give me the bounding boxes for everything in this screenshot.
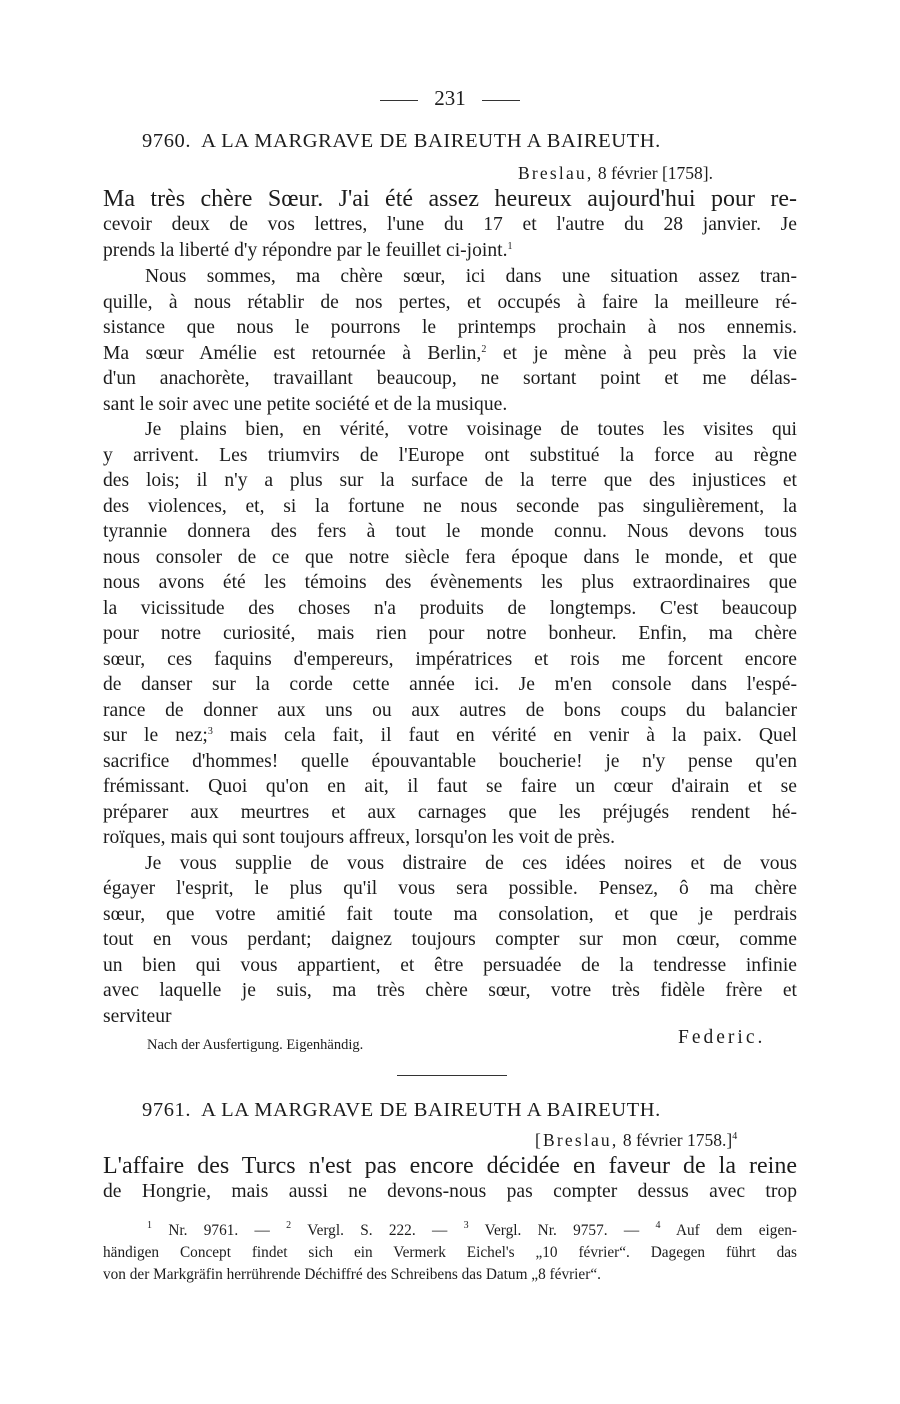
text-line: prends la liberté d'y répondre par le feuillet ci-joint.$^1$ — [103, 240, 513, 261]
letter-addressee: A LA MARGRAVE DE BAIREUTH A BAIREUTH. — [201, 1099, 661, 1121]
letter-date: 8 février [1758]. — [597, 163, 713, 183]
letter-place: [Breslau, — [535, 1130, 619, 1150]
text-line: quille, à nous rétablir de nos pertes, et occupés à faire la meilleure ré- — [103, 292, 797, 313]
footnote-mark: 4 — [732, 1131, 738, 1142]
letter-dateline-9761 — [535, 1130, 737, 1151]
footnote-mark: 1 — [507, 241, 513, 252]
text-line: cevoir deux de vos lettres, l'une du 17 et l'autre du 28 janvier. Je — [103, 214, 797, 235]
text-line: nous avons été les témoins des évènements les plus extraordinaires que — [103, 572, 797, 593]
text-line: serviteur — [103, 1006, 172, 1027]
text-line: nous consoler de ce que notre siècle fera époque dans le monde, et que — [103, 547, 797, 568]
text-line: Ma sœur Amélie est retournée à Berlin,$^2$ et je mène à peu près la vie — [103, 343, 797, 364]
letter-heading-9761 — [142, 1099, 661, 1122]
footnote-line: $^1$ Nr. 9761. — $^2$ Vergl. S. 222. — $^3$ Vergl. Nr. 9757. — $^4$ Auf dem eigen- — [147, 1220, 797, 1239]
text-line: sacrifice d'hommes! quelle épouvantable boucherie! je n'y pense qu'en — [103, 751, 797, 772]
text-line: préparer aux meurtres et aux carnages que les préjugés rendent hé- — [103, 802, 797, 823]
footnote-mark: 3 — [207, 726, 213, 737]
text-line: rance de donner aux uns ou aux autres de bons coups du balancier — [103, 700, 797, 721]
text-line: sœur, que votre amitié fait toute ma consolation, et que je perdrais — [103, 904, 797, 925]
text-line: frémissant. Quoi qu'on en ait, il faut se faire un cœur d'airain et se — [103, 776, 797, 797]
page-number: 231 — [0, 86, 900, 111]
footnote-line: von der Markgräfin herrührende Déchiffré des Schreibens das Datum „8 février“. — [103, 1266, 601, 1283]
text-line: Nous sommes, ma chère sœur, ici dans une situation assez tran- — [145, 266, 797, 287]
text-line: égayer l'esprit, le plus qu'il vous sera possible. Pensez, ô ma chère — [103, 878, 797, 899]
page-number-dash-left — [380, 100, 418, 101]
letter-addressee: A LA MARGRAVE DE BAIREUTH A BAIREUTH. — [201, 130, 661, 152]
letter-dateline-9760 — [518, 163, 713, 184]
text-line: sistance que nous le pourrons le printemps prochain à nos ennemis. — [103, 317, 797, 338]
letter-number: 9760. — [142, 130, 192, 152]
letter-place: Breslau, — [518, 163, 594, 183]
page-number-dash-right — [482, 100, 520, 101]
source-note: Nach der Ausfertigung. Eigenhändig. — [147, 1037, 364, 1053]
text-line: la vicissitude des choses n'a produits de longtemps. C'est beaucoup — [103, 598, 797, 619]
text-line: sœur, ces faquins d'empereurs, impératrices et rois me forcent encore — [103, 649, 797, 670]
text-line: tout en vous perdant; daignez toujours compter sur mon cœur, comme — [103, 929, 797, 950]
text-line: Ma très chère Sœur. J'ai été assez heureux aujourd'hui pour re- — [103, 186, 797, 212]
footnote-mark: 2 — [481, 344, 487, 355]
text-line: de danser sur la corde cette année ici. Je m'en console dans l'espé- — [103, 674, 797, 695]
text-line: y arrivent. Les triumvirs de l'Europe ont substitué la force au règne — [103, 445, 797, 466]
text-line: Je plains bien, en vérité, votre voisinage de toutes les visites qui — [145, 419, 797, 440]
text-line: avec laquelle je suis, ma très chère sœur, votre très fidèle frère et — [103, 980, 797, 1001]
text-line: des violences, et, si la fortune ne nous seconde pas singulièrement, la — [103, 496, 797, 517]
text-line: d'un anachorète, travaillant beaucoup, ne sortant point et me délas- — [103, 368, 797, 389]
signature: Federic. — [678, 1027, 766, 1048]
footnote-line: händigen Concept findet sich ein Vermerk Eichel's „10 février“. Dagegen führt das — [103, 1244, 797, 1261]
text-line: pour notre curiosité, mais rien pour notre bonheur. Enfin, ma chère — [103, 623, 797, 644]
letter-date: 8 février 1758.] — [622, 1130, 733, 1150]
text-line: Je vous supplie de vous distraire de ces idées noires et de vous — [145, 853, 797, 874]
section-divider — [397, 1075, 507, 1076]
letter-heading-9760 — [142, 130, 661, 153]
text-line: tyrannie donnera des fers à tout le monde connu. Nous devons tous — [103, 521, 797, 542]
text-line: sur le nez;$^3$ mais cela fait, il faut en vérité en venir à la paix. Quel — [103, 725, 797, 746]
letter-number: 9761. — [142, 1099, 192, 1121]
text-line: un bien qui vous appartient, et être persuadée de la tendresse infinie — [103, 955, 797, 976]
text-line: des lois; il n'y a plus sur la surface de la terre que des injustices et — [103, 470, 797, 491]
text-line: roïques, mais qui sont toujours affreux, lorsqu'on les voit de près. — [103, 827, 615, 848]
text-line: sant le soir avec une petite société et de la musique. — [103, 394, 508, 415]
text-line: de Hongrie, mais aussi ne devons-nous pas compter dessus avec trop — [103, 1181, 797, 1202]
text-line: L'affaire des Turcs n'est pas encore décidée en faveur de la reine — [103, 1153, 797, 1179]
